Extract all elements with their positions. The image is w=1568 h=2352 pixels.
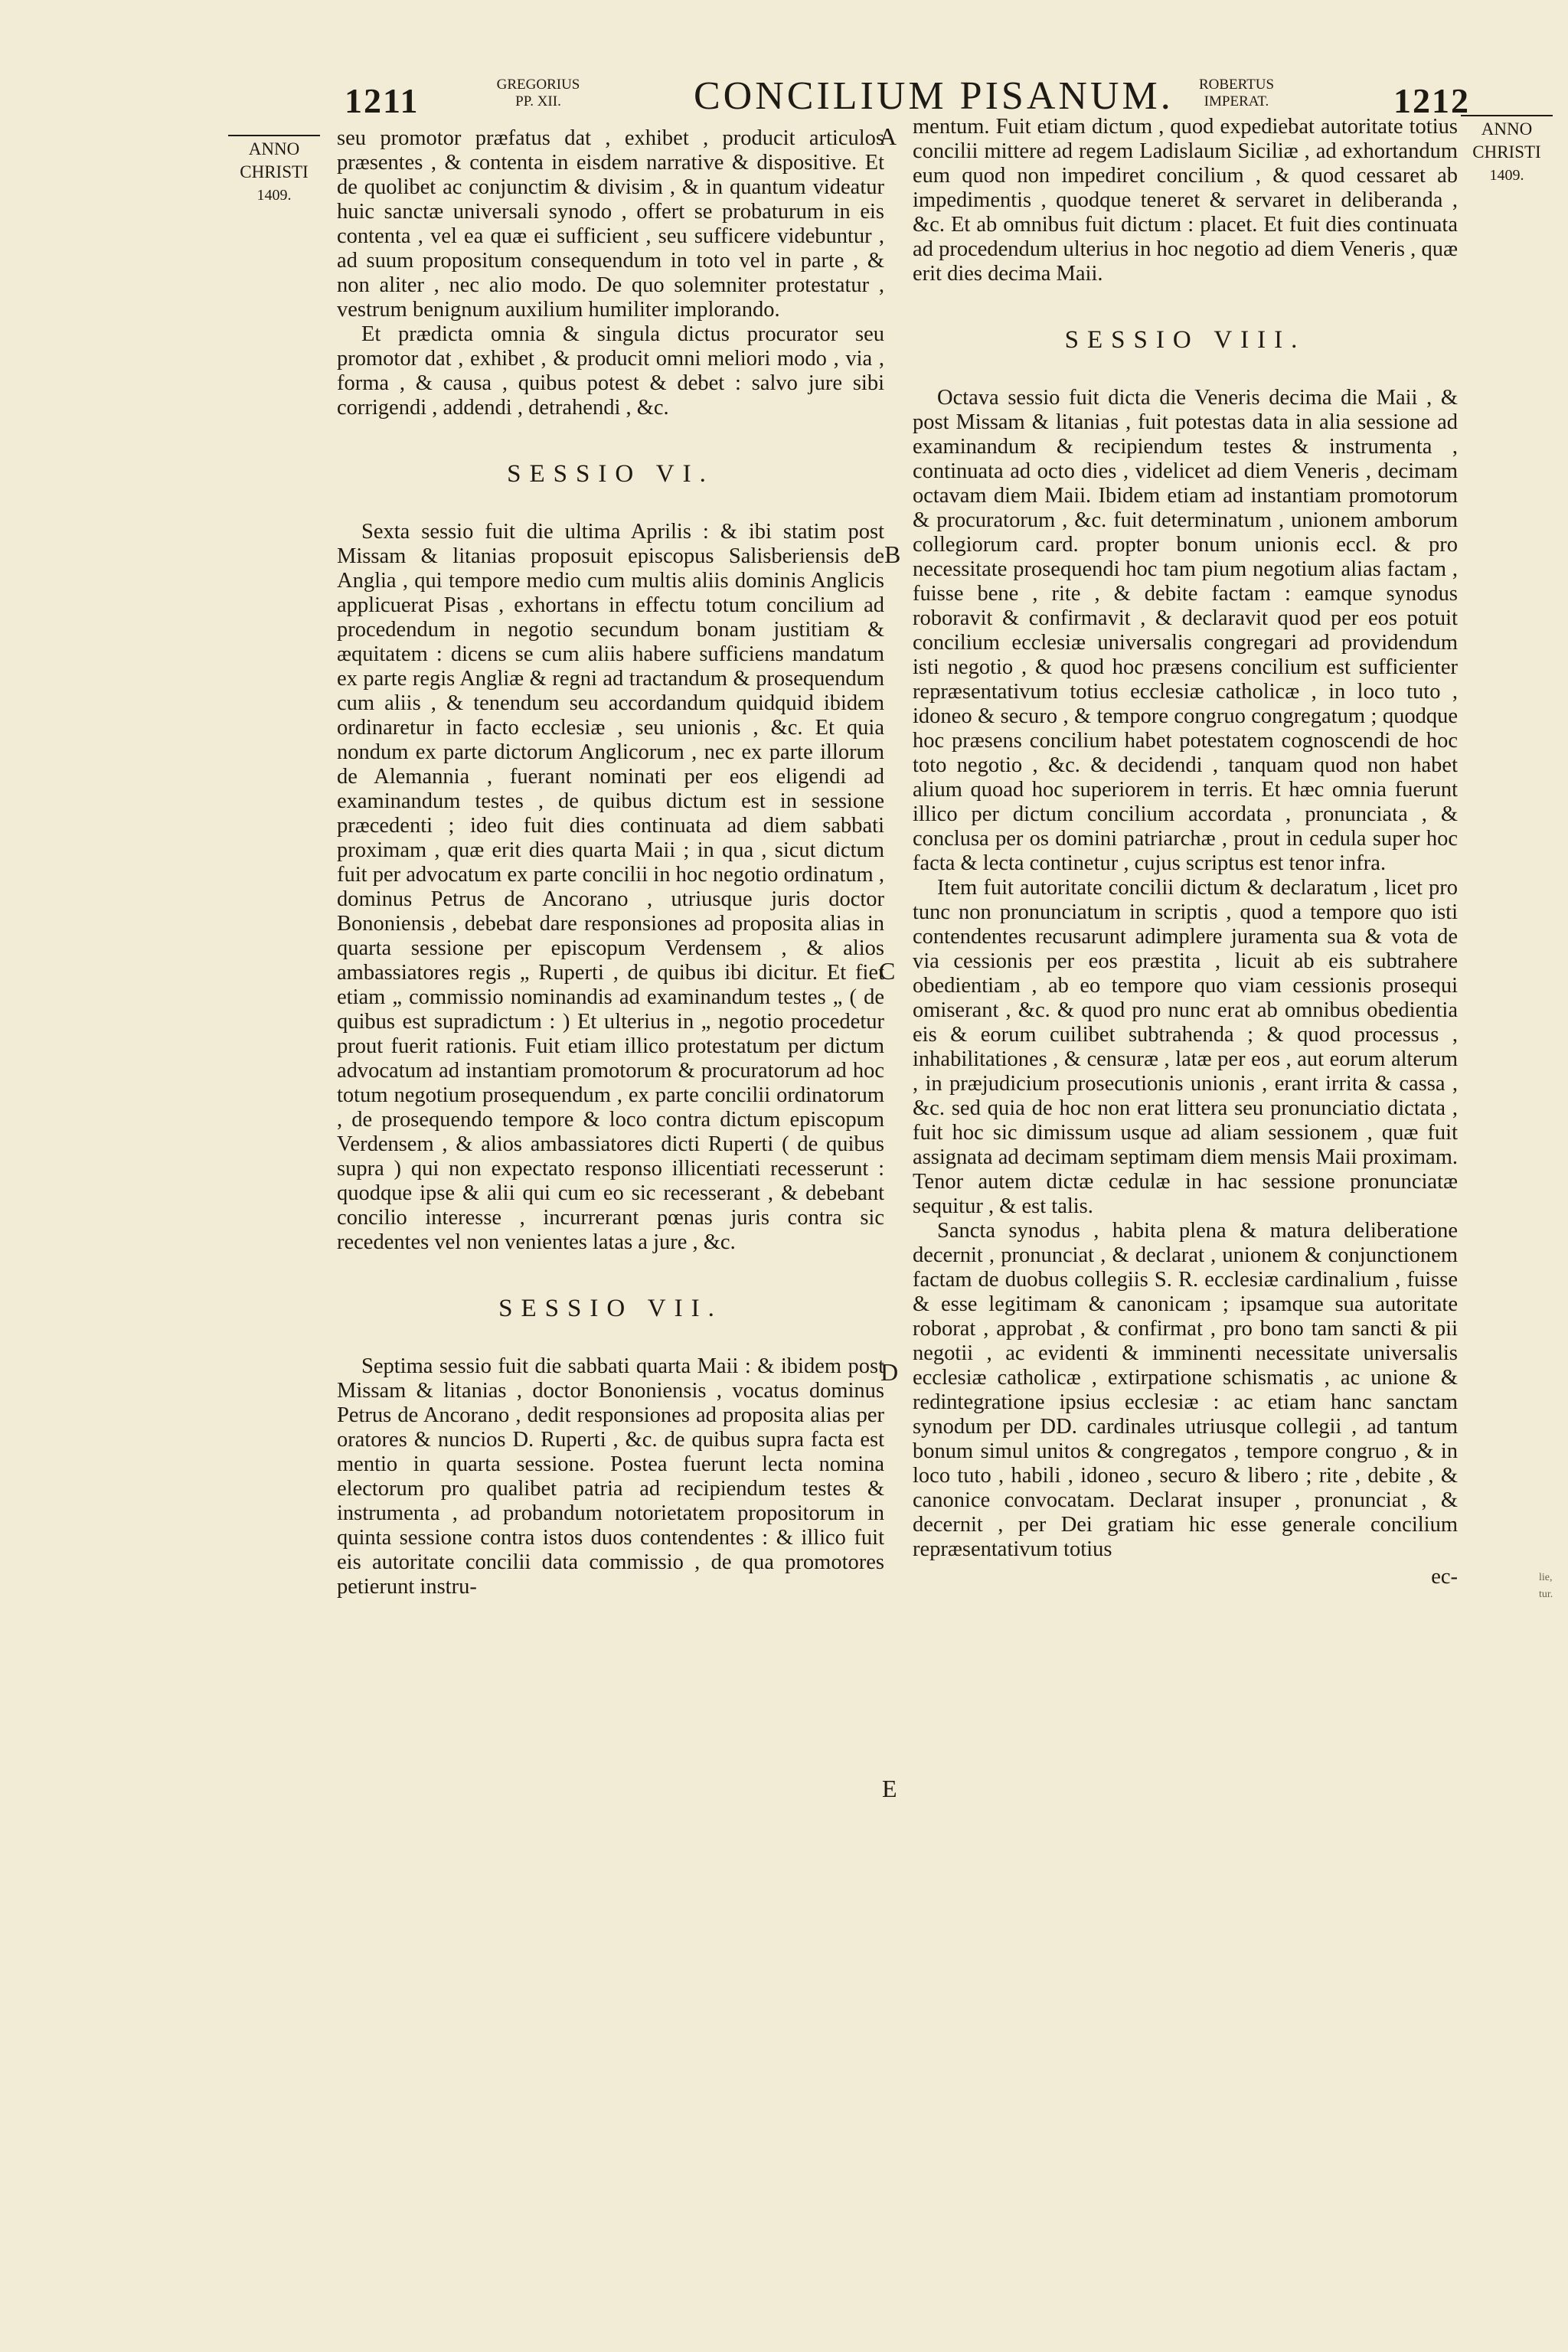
section-heading-sessio-viii: SESSIO VIII.: [1064, 326, 1306, 354]
christi-label: CHRISTI: [1472, 142, 1541, 162]
catchword: ec-: [1431, 1565, 1458, 1589]
year-label: 1409.: [256, 187, 292, 204]
section-heading-sessio-vii: SESSIO VII.: [498, 1295, 723, 1322]
right-year-note: [1461, 115, 1553, 187]
right-page-number: 1212: [1393, 81, 1470, 120]
right-column: [913, 115, 1458, 1589]
section-mark-e: E: [882, 1775, 897, 1802]
running-head-line: PP. XII.: [515, 93, 561, 109]
paragraph: Sancta synodus , habita plena & matura deliberatione decernit , pronunciat , & declarat , unionem & conjunctionem factam de duobus collegiis S. R. ecclesiæ cardinalium , fuisse & esse legitimam & canonicam ; ipsamque sua autoritate roborat , approbat , & confirmat , pro bono tam sancti & pii negotii , ac evidenti & imminenti necessitate universalis ecclesiæ catholicæ , extirpatione schismatis , ac unione & redintegratione ipsius ecclesiæ : ac etiam hanc sanctam synodum per DD. cardinales utriusque collegii , ad tantum bonum simul unitos & congregatos , tempore congruo , & in loco tuto , habili , idoneo , securo & libero ; rite , debite , & canonice convocatam. Declarat insuper , pronunciat , & decernit , per Dei gratiam hic esse generale concilium repræsentativum totius: [913, 1219, 1458, 1561]
edge-note-line: lie,: [1539, 1572, 1553, 1583]
left-running-head: [481, 77, 596, 110]
right-running-head: [1179, 77, 1294, 110]
section-mark-b: B: [884, 541, 901, 568]
paragraph: Item fuit autoritate concilii dictum & declaratum , licet pro tunc non pronunciatum in scriptis , quod a tempore quo isti contendentes recusarunt adimplere juramenta sua & vota de via cessionis per eos præstita , licuit ab eis subtrahere obedientiam , ab eo tempore quo viam cessionis prosequi omiserant , &c. & quod pro nunc erat ab omnibus obedientia eis & eorum cuilibet subtrahenda ; & quod processus , inhabilitationes , & censuræ , latæ per eos , aut eorum alterum , in præjudicium prosecutionis unionis , erant irrita & cassa , &c. sed quia de hoc non erat littera seu pronunciatio dictata , fuit hoc sic dimissum usque ad aliam sessionem , quæ fuit assignata ad decimam septimam diem mensis Maii proximam. Tenor autem dictæ cedulæ in hac sessione pronunciatæ sequitur , & est talis.: [913, 876, 1458, 1218]
left-year-note: [228, 135, 320, 207]
paragraph: Et prædicta omnia & singula dictus procurator seu promotor dat , exhibet , & producit omni meliori modo , via , forma , & causa , quibus potest & debet : salvo jure sibi corrigendi , addendi , detrahendi , &c.: [337, 322, 884, 420]
running-head-line: ROBERTUS: [1198, 77, 1275, 93]
section-mark-a: A: [879, 122, 897, 150]
anno-label: ANNO: [228, 135, 320, 161]
paragraph: mentum. Fuit etiam dictum , quod expediebat autoritate totius concilii mittere ad regem Ladislaum Siciliæ , ad exhortandum eum quod non impediret concilium , & quod cessaret ab impedimentis , quodque teneret & servaret in deliberanda , &c. Et ab omnibus fuit dictum : placet. Et fuit dies continuata ad procedendum ulterius in hoc negotio ad diem Veneris , quæ erit dies decima Maii.: [913, 115, 1458, 286]
edge-note-line: tur.: [1539, 1589, 1553, 1600]
christi-label: CHRISTI: [240, 162, 309, 181]
running-head-line: IMPERAT.: [1204, 93, 1269, 109]
section-mark-d: D: [880, 1358, 899, 1386]
year-label: 1409.: [1489, 167, 1524, 184]
section-mark-c: C: [879, 957, 896, 985]
section-heading-sessio-vi: SESSIO VI.: [507, 460, 714, 488]
left-page-number: 1211: [345, 81, 420, 120]
paragraph: Sexta sessio fuit die ultima Aprilis : & ibi statim post Missam & litanias proposuit episcopus Salisberiensis de Anglia , qui tempore medio cum multis aliis dominis Anglicis applicuerat Pisas , exhortans in effectu totum concilium ad procedendum in negotio secundum bonam justitiam & æquitatem : dicens se cum aliis habere sufficiens mandatum ex parte regis Angliæ & regni ad tractandum & prosequendum cum aliis , & tenendum seu accordandum quidquid ibidem ordinaretur in facto ecclesiæ , seu unionis , &c. Et quia nondum ex parte dictorum Anglicorum , nec ex parte illorum de Alemannia , fuerant nominati per eos eligendi ad examinandum testes , de quibus dictum est in sessione præcedenti ; ideo fuit dies continuata ad diem sabbati proximam , quæ erit dies quarta Maii ; in qua , sicut dictum fuit per advocatum ex parte concilii in hoc negotio ordinatum , dominus Petrus de Ancorano , utriusque juris doctor Bononiensis , debebat dare responsiones ad proposita alias in quarta sessione per episcopum Verdensem , & alios ambassiatores regis „ Ruperti , de quibus ibi dicitur. Et fiet etiam „ commissio nominandis ad examinandum testes „ ( de quibus est supradictum : ) Et ulterius in „ negotio procedetur prout fuerit rationis. Fuit etiam illico protestatum per dictum advocatum ad instantiam promotorum & procuratorum ad hoc totum negotium prosequendum , ex parte concilii ordinatorum , de prosequendo tempore & loco contra dictum episcopum Verdensem , & alios ambassiatores dicti Ruperti ( de quibus supra ) qui non expectato responso illicentiati recesserunt : quodque ipse & alii qui cum eo sic recesserant , & debebant concilio interesse , incurrerant pœnas juris contra sic recedentes vel non venientes latas a jure , &c.: [337, 520, 884, 1254]
paragraph: Septima sessio fuit die sabbati quarta Maii : & ibidem post Missam & litanias , doctor Bononiensis , vocatus dominus Petrus de Ancorano , dedit responsiones ad proposita alias per oratores & nuncios D. Ruperti , &c. de quibus supra facta est mentio in quarta sessione. Postea fuerunt lecta nomina electorum pro qualibet patria ad recipiendum testes & instrumenta , ad probandum notorietatem propositorum in quinta sessione contra istos duos contendentes : & illico fuit eis autoritate concilii data commissio , de qua promotores petierunt instru-: [337, 1354, 884, 1599]
left-column: [337, 126, 884, 1599]
paragraph: seu promotor præfatus dat , exhibet , producit articulos præsentes , & contenta in eisdem narrative & dispositive. Et de quolibet ac conjunctim & divisim , & in quantum videatur huic sanctæ universali synodo , offert se probaturum in eis contenta , vel ea quæ ei sufficient , seu sufficere videbuntur , ad suum propositum consequendum in toto vel in parte , & non aliter , nec alio modo. De quo solemniter protestatur , vestrum benignum auxilium humiliter implorando.: [337, 126, 884, 322]
anno-label: ANNO: [1461, 115, 1553, 141]
running-head-line: GREGORIUS: [496, 77, 580, 93]
paragraph: Octava sessio fuit dicta die Veneris decima die Maii , & post Missam & litanias , fuit potestas data in alia sessione ad examinandum & recipiendum testes & instrumenta , continuata ad octo dies , videlicet ad diem Veneris , decimam octavam diem Maii. Ibidem etiam ad instantiam promotorum & procuratorum , &c. fuit determinatum , unionem amborum collegiorum card. propter bonum unionis eccl. & pro necessitate prosequendi hoc tam pium negotium alias factam , fuisse bene , rite , & debite factam : eamque synodus roboravit & confirmavit , & declaravit quod per eos potuit concilium ecclesiæ universalis congregari ad providendum isti negotio , & quod hoc præsens concilium est sufficienter repræsentativum totius ecclesiæ catholicæ , in loco tuto , idoneo & securo , & tempore congruo congregatum ; quodque hoc præsens concilium habet potestatem cognoscendi de hoc toto negotio , &c. & decidendi , tanquam quod non habet alium quoad hoc superiorem in terris. Et hæc omnia fuerunt illico per dictum concilium accordata , pronunciata , & conclusa per os domini patriarchæ , prout in cedula super hoc facta & lecta continetur , cujus scriptus est tenor infra.: [913, 386, 1458, 875]
page-title: CONCILIUM PISANUM.: [694, 74, 1174, 118]
edge-note: [1539, 1570, 1553, 1603]
